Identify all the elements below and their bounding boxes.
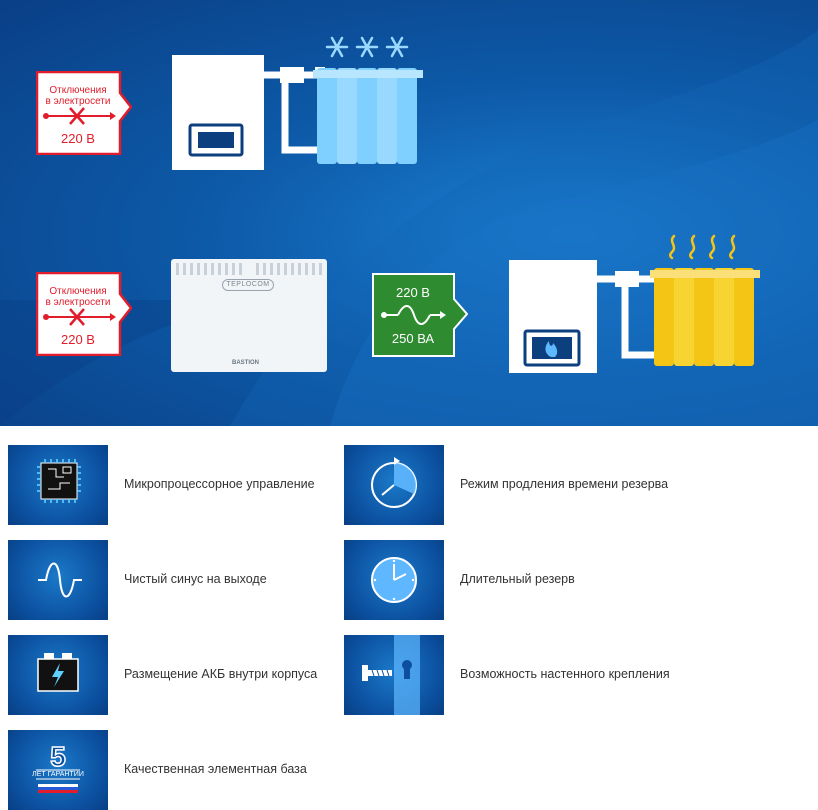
ups-brand-label: TEPLOCOM xyxy=(222,279,274,291)
warranty-number: 5 xyxy=(50,741,66,772)
feature-icon-clock xyxy=(344,540,444,620)
outage-voltage: 220 В xyxy=(61,332,95,347)
feature-label-microprocessor: Микропроцессорное управление xyxy=(124,477,315,491)
ups-voltage: 220 В xyxy=(396,285,430,300)
timer-extend-icon xyxy=(344,445,444,525)
ups-maker-label: BASTION xyxy=(232,360,259,366)
outage-line2: в электросети xyxy=(45,297,111,308)
feature-icon-wall-mount xyxy=(344,635,444,715)
outage-line1: Отключения xyxy=(49,85,107,96)
outage-line1: Отключения xyxy=(49,286,107,297)
microprocessor-icon xyxy=(8,445,108,525)
outage-voltage: 220 В xyxy=(61,131,95,146)
radiator-cold xyxy=(313,62,423,167)
heat-wave-icons xyxy=(664,234,744,260)
ups-output-box xyxy=(372,273,468,357)
ups-power: 250 ВА xyxy=(391,331,435,346)
feature-icon-battery xyxy=(8,635,108,715)
sine-wave-icon xyxy=(8,540,108,620)
feature-icon-warranty xyxy=(8,730,108,810)
boiler-hot xyxy=(507,257,667,375)
power-outage-sign-bottom xyxy=(36,272,132,356)
power-outage-sign-top xyxy=(36,71,132,155)
feature-label-clock: Длительный резерв xyxy=(460,572,575,586)
ups-device xyxy=(170,258,328,374)
snowflake-icons xyxy=(324,34,414,60)
radiator-hot xyxy=(650,262,760,368)
feature-label-quality: Качественная элементная база xyxy=(124,762,307,776)
feature-label-wall-mount: Возможность настенного крепления xyxy=(460,667,670,681)
feature-label-battery: Размещение АКБ внутри корпуса xyxy=(124,667,318,681)
battery-icon xyxy=(8,635,108,715)
feature-label-timer-extend: Режим продления времени резерва xyxy=(460,477,669,491)
feature-icon-microprocessor xyxy=(8,445,108,525)
wall-mount-icon xyxy=(344,635,444,715)
feature-label-sine: Чистый синус на выходе xyxy=(124,572,267,586)
clock-icon xyxy=(344,540,444,620)
outage-line2: в электросети xyxy=(45,96,111,107)
feature-icon-timer-extend xyxy=(344,445,444,525)
feature-icon-sine xyxy=(8,540,108,620)
warranty-badge-text: ЛЕТ ГАРАНТИИ xyxy=(32,771,84,778)
